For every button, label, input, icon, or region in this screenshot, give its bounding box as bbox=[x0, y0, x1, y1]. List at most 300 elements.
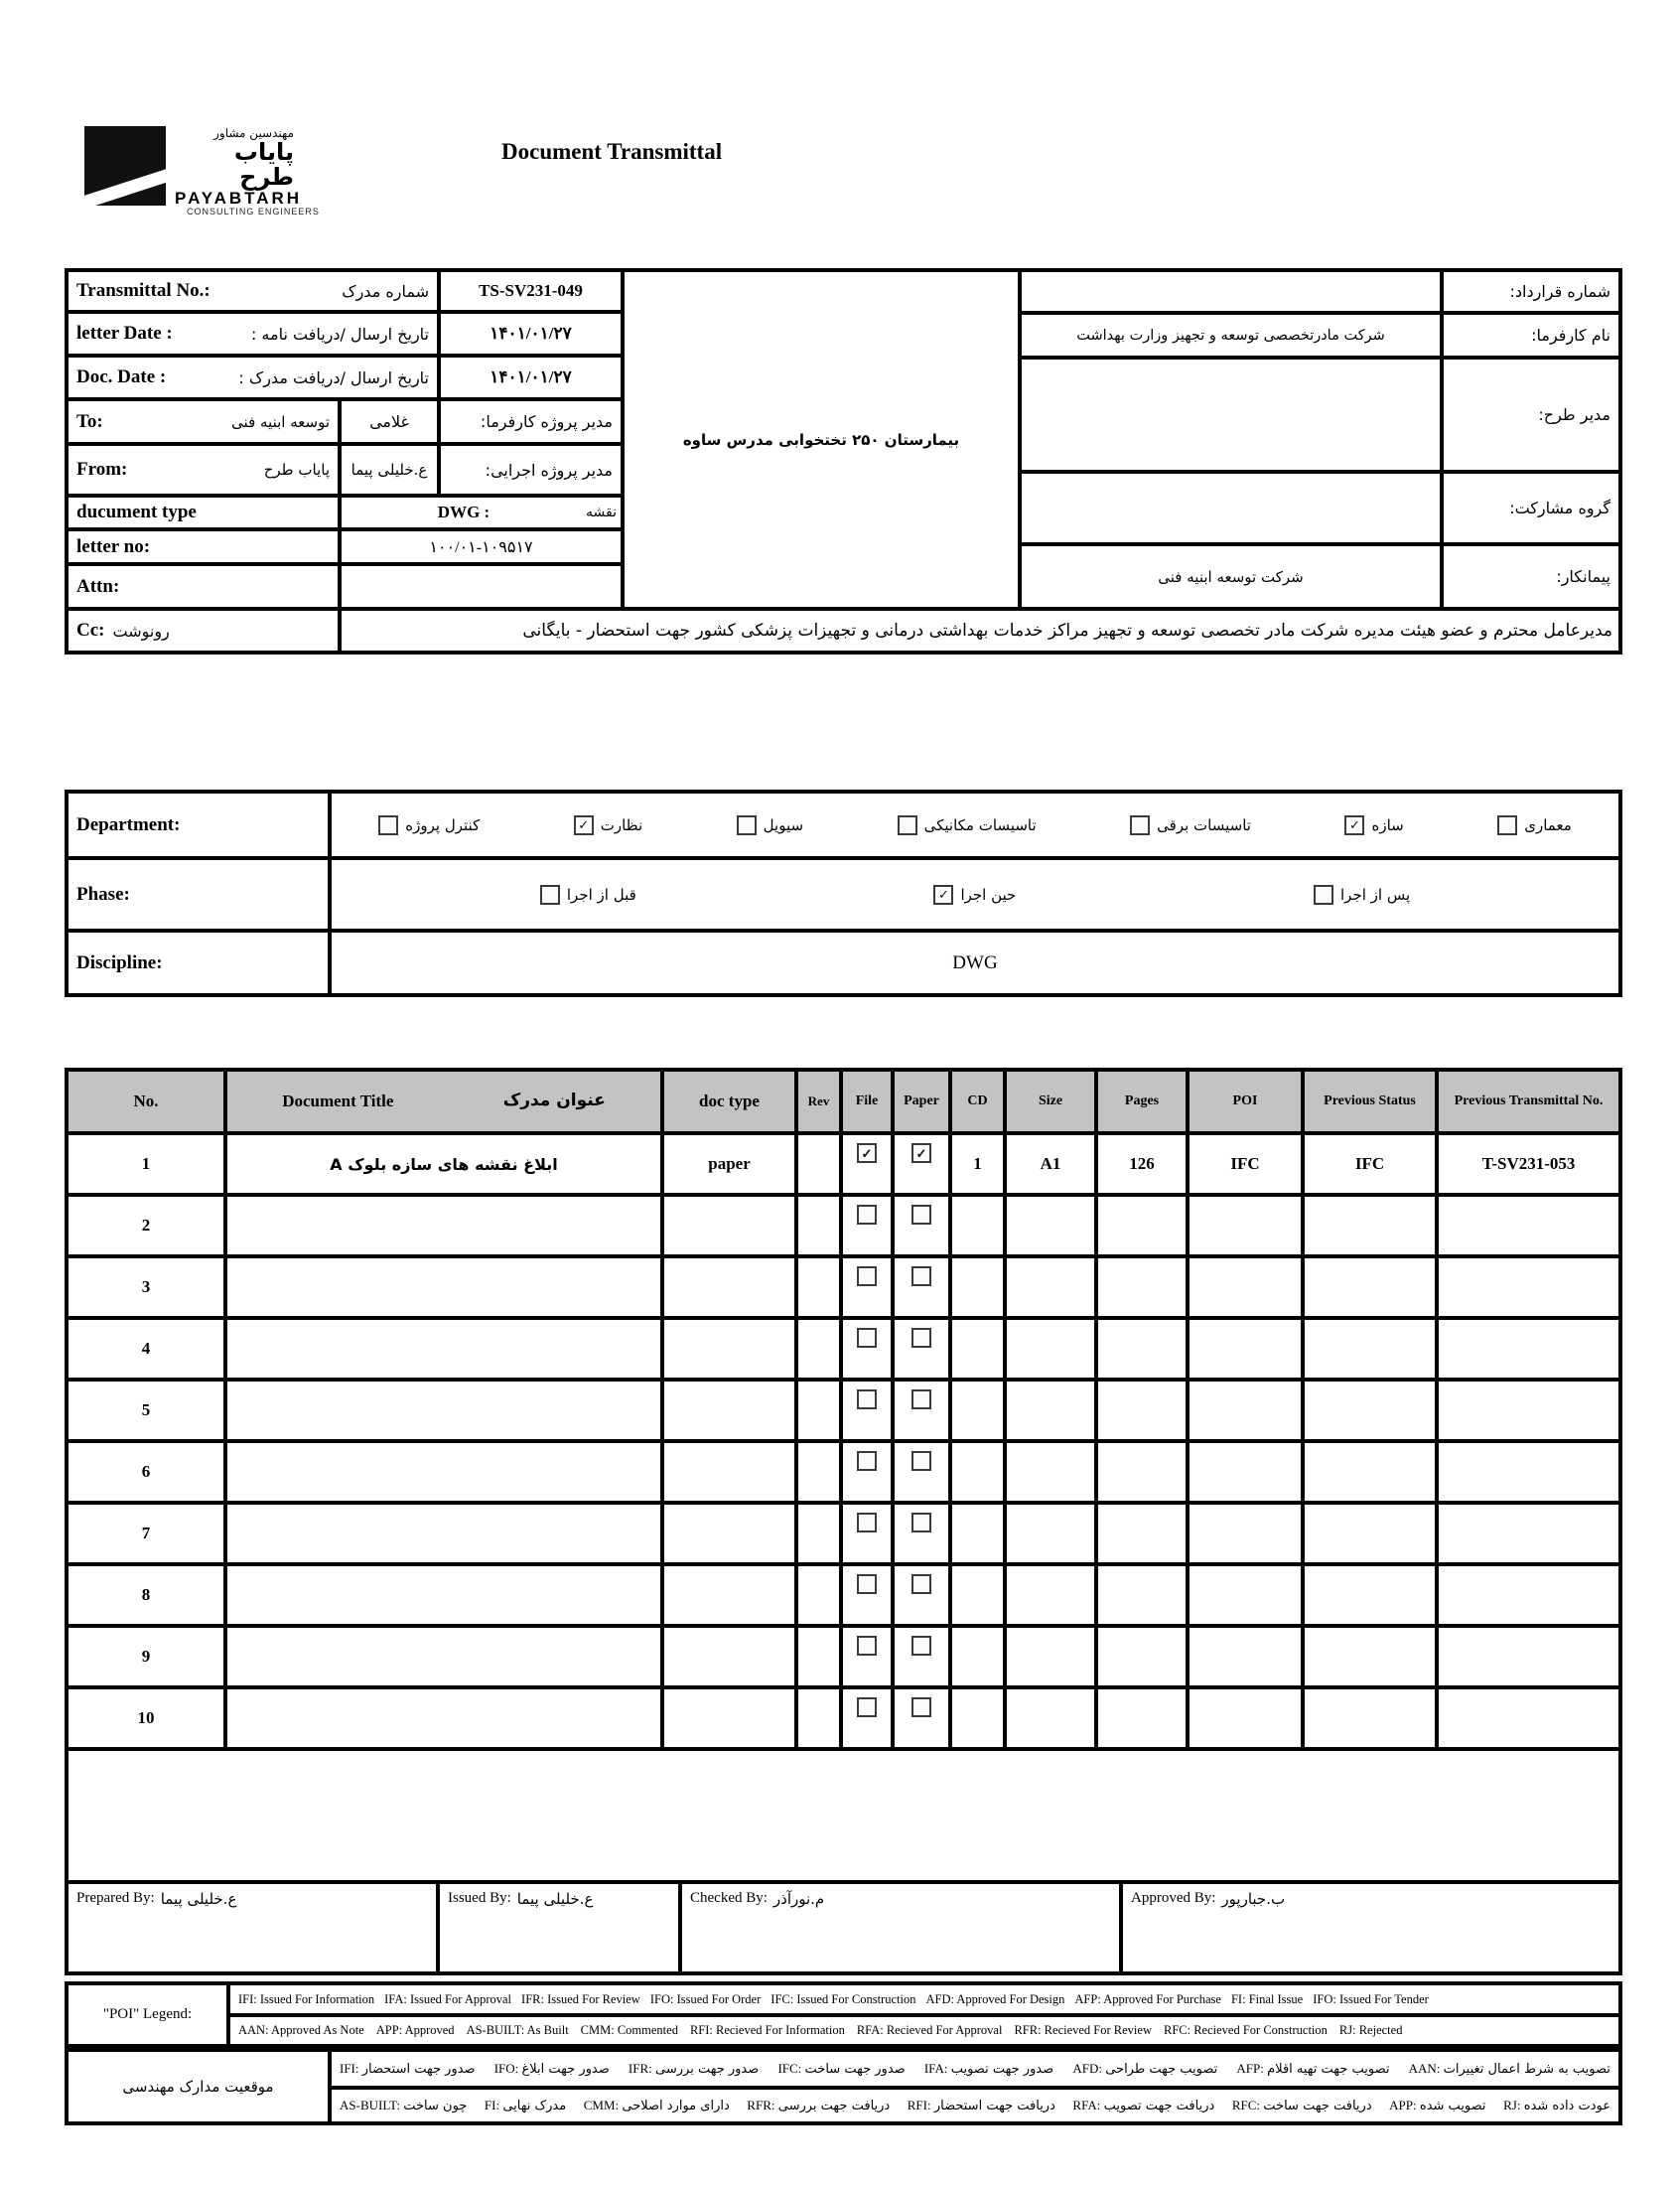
department-checkbox[interactable] bbox=[1130, 815, 1150, 835]
status-fa: تصویب به شرط اعمال تغییرات bbox=[1443, 2062, 1610, 2077]
row-title bbox=[225, 1256, 662, 1318]
transmittal-no-label-cell bbox=[67, 270, 439, 312]
row-cd bbox=[950, 1195, 1005, 1256]
row-rev bbox=[796, 1687, 841, 1749]
status-legend-item bbox=[777, 2061, 905, 2077]
partnership-label: گروه مشارکت: bbox=[1509, 499, 1610, 517]
paper-checkbox[interactable] bbox=[911, 1266, 931, 1286]
department-option bbox=[574, 815, 642, 835]
row-title bbox=[225, 1626, 662, 1687]
phase-checkbox-group bbox=[332, 885, 1618, 905]
row-file-cell bbox=[841, 1441, 893, 1503]
doctype-value-cell bbox=[340, 496, 623, 529]
status-code: AFD: bbox=[1072, 2061, 1106, 2076]
status-legend-label-cell bbox=[67, 2050, 330, 2123]
row-size bbox=[1005, 1318, 1096, 1380]
col-header-doctype: doc type bbox=[662, 1070, 796, 1133]
row-file-cell bbox=[841, 1195, 893, 1256]
status-legend-item bbox=[1389, 2098, 1485, 2113]
poi-legend-item: RFI: Recieved For Information bbox=[689, 2023, 845, 2037]
phase-checkbox[interactable]: ✓ bbox=[933, 885, 953, 905]
row-prev-transmittal bbox=[1437, 1564, 1620, 1626]
poi-legend-item: RFR: Recieved For Review bbox=[1014, 2023, 1152, 2037]
contractor-value-cell bbox=[1020, 544, 1442, 609]
department-option-label: سازه bbox=[1371, 815, 1404, 834]
row-prev-transmittal bbox=[1437, 1380, 1620, 1441]
status-code: IFA: bbox=[923, 2061, 951, 2076]
row-prev-status bbox=[1303, 1564, 1437, 1626]
status-legend-item bbox=[340, 2098, 467, 2113]
doc-date-label-en: Doc. Date : bbox=[76, 366, 167, 387]
row-cd bbox=[950, 1503, 1005, 1564]
status-legend-item bbox=[584, 2098, 730, 2113]
table-row bbox=[67, 1687, 1620, 1749]
document-list-table bbox=[65, 1068, 1622, 1975]
row-pages bbox=[1096, 1564, 1188, 1626]
status-fa: دارای موارد اصلاحی bbox=[622, 2099, 730, 2113]
department-option bbox=[898, 815, 1037, 835]
row-size bbox=[1005, 1380, 1096, 1441]
document-table-header bbox=[67, 1070, 1620, 1133]
from-person-cell bbox=[340, 444, 439, 496]
row-doctype bbox=[662, 1195, 796, 1256]
row-title bbox=[225, 1687, 662, 1749]
row-prev-transmittal bbox=[1437, 1318, 1620, 1380]
file-checkbox[interactable] bbox=[857, 1636, 877, 1656]
table-row bbox=[67, 1380, 1620, 1441]
department-option bbox=[1344, 815, 1403, 835]
from-cell bbox=[67, 444, 340, 496]
approved-by-label: Approved By: bbox=[1131, 1890, 1216, 1906]
poi-legend-table bbox=[65, 1981, 1622, 2048]
phase-option-label: قبل از اجرا bbox=[566, 885, 636, 904]
classification-table bbox=[65, 790, 1622, 997]
row-poi: IFC bbox=[1188, 1133, 1303, 1195]
row-size bbox=[1005, 1441, 1096, 1503]
row-poi bbox=[1188, 1256, 1303, 1318]
prepared-by-label: Prepared By: bbox=[76, 1890, 155, 1906]
status-code: APP: bbox=[1389, 2098, 1420, 2112]
row-cd bbox=[950, 1687, 1005, 1749]
status-legend-line-1 bbox=[330, 2050, 1620, 2088]
prepared-by-cell bbox=[67, 1882, 438, 1973]
row-file-cell bbox=[841, 1687, 893, 1749]
row-paper-cell bbox=[893, 1380, 950, 1441]
letterno-label: letter no: bbox=[76, 535, 151, 557]
col-header-size: Size bbox=[1005, 1070, 1096, 1133]
row-no: 7 bbox=[67, 1503, 225, 1564]
status-fa: صدور جهت ساخت bbox=[804, 2062, 906, 2077]
col-header-title-en: Document Title bbox=[282, 1092, 394, 1111]
checked-by-name: م.نورآذر bbox=[772, 1890, 825, 1908]
table-row bbox=[67, 1318, 1620, 1380]
status-legend-line-2 bbox=[330, 2088, 1620, 2123]
department-checkbox[interactable]: ✓ bbox=[574, 815, 594, 835]
signature-row bbox=[67, 1882, 1620, 1973]
row-prev-transmittal bbox=[1437, 1195, 1620, 1256]
department-option-label: تاسیسات مکانیکی bbox=[923, 815, 1037, 834]
status-code: IFC: bbox=[777, 2061, 805, 2076]
cc-label-fa: رونوشت bbox=[112, 621, 170, 641]
attn-label-cell bbox=[67, 564, 340, 609]
col-header-title-fa: عنوان مدرک bbox=[502, 1091, 606, 1111]
table-row bbox=[67, 1256, 1620, 1318]
status-code: AS-BUILT: bbox=[340, 2098, 404, 2112]
status-code: RFA: bbox=[1072, 2098, 1104, 2112]
from-role-cell bbox=[439, 444, 623, 496]
row-paper-cell bbox=[893, 1133, 950, 1195]
row-rev bbox=[796, 1195, 841, 1256]
paper-checkbox[interactable] bbox=[911, 1697, 931, 1717]
poi-legend-item: IFR: Issued For Review bbox=[521, 1991, 640, 2006]
row-prev-transmittal bbox=[1437, 1687, 1620, 1749]
contractor-label-cell bbox=[1442, 544, 1620, 609]
poi-legend-item: FI: Final Issue bbox=[1230, 1991, 1304, 2006]
paper-checkbox[interactable]: ✓ bbox=[911, 1143, 931, 1163]
phase-checkbox[interactable] bbox=[540, 885, 560, 905]
row-pages bbox=[1096, 1503, 1188, 1564]
letterno-value: ۱۰۰/۰۱-۱۰۹۵۱۷ bbox=[429, 538, 533, 556]
row-doctype bbox=[662, 1441, 796, 1503]
logo-en-subtitle: CONSULTING ENGINEERS bbox=[187, 206, 320, 217]
poi-legend-item: IFA: Issued For Approval bbox=[384, 1991, 512, 2006]
doc-date-value: ۱۴۰۱/۰۱/۲۷ bbox=[439, 356, 623, 399]
cc-label-en: Cc: bbox=[76, 620, 105, 641]
col-header-title bbox=[225, 1070, 662, 1133]
file-checkbox[interactable] bbox=[857, 1389, 877, 1409]
poi-legend-item: AFP: Approved For Purchase bbox=[1074, 1991, 1221, 2006]
to-role: مدیر پروژه کارفرما: bbox=[480, 412, 613, 431]
client-label: نام کارفرما: bbox=[1531, 326, 1610, 345]
design-manager-label: مدیر طرح: bbox=[1538, 405, 1610, 424]
letter-date-label-en: letter Date : bbox=[76, 323, 173, 344]
discipline-label: Discipline: bbox=[76, 951, 163, 973]
poi-legend-item: IFC: Issued For Construction bbox=[770, 1991, 916, 2006]
row-no: 5 bbox=[67, 1380, 225, 1441]
project-name-cell bbox=[623, 270, 1020, 609]
design-manager-label-cell bbox=[1442, 358, 1620, 472]
department-option bbox=[737, 815, 803, 835]
row-file-cell bbox=[841, 1564, 893, 1626]
row-rev bbox=[796, 1133, 841, 1195]
poi-legend-label-cell bbox=[67, 1983, 228, 2046]
contractor-value: شرکت توسعه ابنیه فنی bbox=[1158, 567, 1304, 586]
row-prev-status bbox=[1303, 1380, 1437, 1441]
status-legend-item bbox=[485, 2098, 566, 2113]
row-no: 4 bbox=[67, 1318, 225, 1380]
poi-legend-item: AS-BUILT: As Built bbox=[466, 2023, 569, 2037]
table-row bbox=[67, 1626, 1620, 1687]
department-option bbox=[1497, 815, 1572, 835]
row-file-cell bbox=[841, 1626, 893, 1687]
status-fa: دریافت جهت استحضار bbox=[933, 2099, 1055, 2113]
doctype-label-cell bbox=[67, 496, 340, 529]
status-code: AAN: bbox=[1408, 2061, 1444, 2076]
row-prev-status bbox=[1303, 1441, 1437, 1503]
department-checkbox[interactable] bbox=[898, 815, 917, 835]
approved-by-cell bbox=[1121, 1882, 1620, 1973]
table-row bbox=[67, 1133, 1620, 1195]
status-code: IFI: bbox=[340, 2061, 362, 2076]
paper-checkbox[interactable] bbox=[911, 1636, 931, 1656]
row-doctype: paper bbox=[662, 1133, 796, 1195]
company-logo bbox=[84, 126, 166, 206]
col-header-rev: Rev bbox=[796, 1070, 841, 1133]
row-doctype bbox=[662, 1503, 796, 1564]
row-prev-status bbox=[1303, 1503, 1437, 1564]
row-title bbox=[225, 1564, 662, 1626]
letterno-label-cell bbox=[67, 529, 340, 564]
cc-value: مدیرعامل محترم و عضو هیئت مدیره شرکت مادر تخصصی توسعه و تجهیز مراکز خدمات بهداشتی درمانی و تجهیزات پزشکی کشور جهت استحضار - بایگانی bbox=[522, 621, 1612, 641]
row-pages bbox=[1096, 1626, 1188, 1687]
paper-checkbox[interactable] bbox=[911, 1574, 931, 1594]
status-code: AFP: bbox=[1236, 2061, 1268, 2076]
file-checkbox[interactable] bbox=[857, 1697, 877, 1717]
department-checkbox[interactable]: ✓ bbox=[1344, 815, 1364, 835]
col-header-paper: Paper bbox=[893, 1070, 950, 1133]
row-title bbox=[225, 1380, 662, 1441]
phase-label-cell bbox=[67, 858, 330, 931]
poi-legend-item: IFI: Issued For Information bbox=[238, 1991, 375, 2006]
row-prev-transmittal bbox=[1437, 1256, 1620, 1318]
checked-by-cell bbox=[680, 1882, 1121, 1973]
file-checkbox[interactable] bbox=[857, 1513, 877, 1532]
row-doctype bbox=[662, 1380, 796, 1441]
row-cd bbox=[950, 1318, 1005, 1380]
status-fa: صدور جهت ابلاغ bbox=[521, 2062, 610, 2077]
department-checkbox-group bbox=[332, 815, 1618, 835]
status-fa: دریافت جهت ساخت bbox=[1263, 2099, 1372, 2113]
row-rev bbox=[796, 1318, 841, 1380]
row-size bbox=[1005, 1256, 1096, 1318]
row-prev-status bbox=[1303, 1318, 1437, 1380]
row-pages bbox=[1096, 1195, 1188, 1256]
to-person-cell bbox=[340, 399, 439, 444]
discipline-label-cell bbox=[67, 931, 330, 995]
status-code: RFC: bbox=[1231, 2098, 1264, 2112]
contractor-label: پیمانکار: bbox=[1556, 567, 1610, 586]
poi-legend-item: RJ: Rejected bbox=[1338, 2023, 1403, 2037]
row-title bbox=[225, 1503, 662, 1564]
paper-checkbox[interactable] bbox=[911, 1451, 931, 1471]
status-code: RFR: bbox=[747, 2098, 778, 2112]
phase-checkbox[interactable] bbox=[1314, 885, 1333, 905]
approved-by-name: ب.جبارپور bbox=[1221, 1890, 1286, 1908]
client-value: شرکت مادرتخصصی توسعه و تجهیز وزارت بهداشت bbox=[1076, 327, 1385, 344]
department-checkbox[interactable] bbox=[378, 815, 398, 835]
row-file-cell bbox=[841, 1318, 893, 1380]
from-person: ع.خلیلی پیما bbox=[350, 461, 428, 479]
phase-label: Phase: bbox=[76, 883, 130, 905]
attn-value-cell bbox=[340, 564, 623, 609]
row-doctype bbox=[662, 1626, 796, 1687]
paper-checkbox[interactable] bbox=[911, 1328, 931, 1348]
department-option bbox=[1130, 815, 1251, 835]
row-rev bbox=[796, 1441, 841, 1503]
status-fa: صدور جهت تصویب bbox=[950, 2062, 1054, 2077]
status-code: IFO: bbox=[493, 2061, 522, 2076]
document-table-body bbox=[67, 1133, 1620, 1749]
logo-en-name: PAYABTARH bbox=[175, 188, 303, 208]
row-prev-status: IFC bbox=[1303, 1133, 1437, 1195]
poi-legend-item: AFD: Approved For Design bbox=[925, 1991, 1065, 2006]
row-size: A1 bbox=[1005, 1133, 1096, 1195]
status-fa: دریافت جهت بررسی bbox=[777, 2099, 891, 2113]
file-checkbox[interactable] bbox=[857, 1266, 877, 1286]
transmittal-no-value: TS-SV231-049 bbox=[439, 270, 623, 312]
issued-by-cell bbox=[438, 1882, 680, 1973]
client-value-cell bbox=[1020, 313, 1442, 358]
row-cd bbox=[950, 1564, 1005, 1626]
row-file-cell bbox=[841, 1133, 893, 1195]
contract-no-value-cell bbox=[1020, 270, 1442, 313]
status-fa: تصویب جهت تهیه اقلام bbox=[1267, 2062, 1390, 2077]
page-title: Document Transmittal bbox=[501, 139, 723, 164]
partnership-value-cell bbox=[1020, 472, 1442, 544]
info-table bbox=[65, 268, 1622, 655]
row-prev-transmittal bbox=[1437, 1626, 1620, 1687]
attn-label: Attn: bbox=[76, 575, 120, 597]
row-doctype bbox=[662, 1687, 796, 1749]
row-poi bbox=[1188, 1441, 1303, 1503]
row-title bbox=[225, 1195, 662, 1256]
checked-by-label: Checked By: bbox=[690, 1890, 768, 1906]
row-paper-cell bbox=[893, 1318, 950, 1380]
transmittal-no-label-en: Transmittal No.: bbox=[76, 280, 210, 301]
row-cd bbox=[950, 1380, 1005, 1441]
letter-date-value: ۱۴۰۱/۰۱/۲۷ bbox=[439, 312, 623, 356]
letterno-value-cell bbox=[340, 529, 623, 564]
row-prev-status bbox=[1303, 1256, 1437, 1318]
col-header-poi: POI bbox=[1188, 1070, 1303, 1133]
row-no: 8 bbox=[67, 1564, 225, 1626]
row-paper-cell bbox=[893, 1195, 950, 1256]
department-checkbox[interactable] bbox=[1497, 815, 1517, 835]
poi-legend-item: IFO: Issued For Tender bbox=[1313, 1991, 1429, 2006]
phase-option bbox=[933, 885, 1016, 905]
doctype-label: ducument type bbox=[76, 502, 197, 522]
status-code: IFR: bbox=[628, 2061, 656, 2076]
doctype-value: DWG : bbox=[437, 503, 490, 521]
paper-checkbox[interactable] bbox=[911, 1513, 931, 1532]
row-pages bbox=[1096, 1687, 1188, 1749]
status-code: CMM: bbox=[583, 2098, 623, 2112]
row-poi bbox=[1188, 1318, 1303, 1380]
letter-date-label-fa: تاریخ ارسال /دریافت نامه : bbox=[250, 324, 429, 344]
row-doctype bbox=[662, 1256, 796, 1318]
issued-by-name: ع.خلیلی پیما bbox=[516, 1890, 594, 1908]
row-pages bbox=[1096, 1256, 1188, 1318]
to-cell bbox=[67, 399, 340, 444]
phase-options-cell bbox=[330, 858, 1620, 931]
department-checkbox[interactable] bbox=[737, 815, 757, 835]
col-header-prev-transmittal: Previous Transmittal No. bbox=[1437, 1070, 1620, 1133]
status-fa: تصویب شده bbox=[1419, 2099, 1486, 2113]
transmittal-no-label-fa: شماره مدرک bbox=[342, 281, 429, 301]
row-no: 9 bbox=[67, 1626, 225, 1687]
row-prev-transmittal: T-SV231-053 bbox=[1437, 1133, 1620, 1195]
row-rev bbox=[796, 1380, 841, 1441]
client-label-cell bbox=[1442, 313, 1620, 358]
row-prev-status bbox=[1303, 1687, 1437, 1749]
row-poi bbox=[1188, 1564, 1303, 1626]
status-legend-item bbox=[340, 2061, 476, 2077]
row-no: 2 bbox=[67, 1195, 225, 1256]
row-paper-cell bbox=[893, 1626, 950, 1687]
contract-no-label-cell bbox=[1442, 270, 1620, 313]
file-checkbox[interactable] bbox=[857, 1205, 877, 1225]
row-size bbox=[1005, 1687, 1096, 1749]
department-option-label: کنترل پروژه bbox=[405, 815, 481, 834]
letter-date-label-cell bbox=[67, 312, 439, 356]
table-row bbox=[67, 1441, 1620, 1503]
department-options-cell bbox=[330, 792, 1620, 858]
status-code: RJ: bbox=[1503, 2098, 1524, 2112]
to-role-cell bbox=[439, 399, 623, 444]
status-fa: عودت داده شده bbox=[1523, 2099, 1610, 2113]
row-file-cell bbox=[841, 1380, 893, 1441]
paper-checkbox[interactable] bbox=[911, 1389, 931, 1409]
status-legend-item bbox=[924, 2061, 1053, 2077]
row-pages bbox=[1096, 1318, 1188, 1380]
remarks-empty-cell bbox=[67, 1749, 1620, 1882]
status-fa: تصویب جهت طراحی bbox=[1105, 2062, 1218, 2077]
row-size bbox=[1005, 1626, 1096, 1687]
phase-option bbox=[540, 885, 636, 905]
issued-by-label: Issued By: bbox=[448, 1890, 511, 1906]
row-rev bbox=[796, 1564, 841, 1626]
logo-text-block bbox=[175, 127, 324, 217]
table-row bbox=[67, 1195, 1620, 1256]
table-row bbox=[67, 1564, 1620, 1626]
status-code: FI: bbox=[484, 2098, 503, 2112]
row-doctype bbox=[662, 1318, 796, 1380]
row-prev-status bbox=[1303, 1626, 1437, 1687]
row-poi bbox=[1188, 1195, 1303, 1256]
file-checkbox[interactable] bbox=[857, 1328, 877, 1348]
status-legend-item bbox=[1232, 2098, 1372, 2113]
row-rev bbox=[796, 1626, 841, 1687]
poi-legend-item: AAN: Approved As Note bbox=[238, 2023, 364, 2037]
to-person: غلامی bbox=[369, 412, 409, 431]
file-checkbox[interactable]: ✓ bbox=[857, 1143, 877, 1163]
poi-legend-item: CMM: Commented bbox=[580, 2023, 678, 2037]
row-doctype bbox=[662, 1564, 796, 1626]
status-fa: چون ساخت bbox=[403, 2099, 468, 2113]
row-size bbox=[1005, 1503, 1096, 1564]
row-paper-cell bbox=[893, 1564, 950, 1626]
row-file-cell bbox=[841, 1256, 893, 1318]
file-checkbox[interactable] bbox=[857, 1451, 877, 1471]
department-option-label: سیویل bbox=[763, 815, 804, 834]
row-poi bbox=[1188, 1380, 1303, 1441]
status-legend-item bbox=[1409, 2061, 1610, 2077]
cc-value-cell bbox=[340, 609, 1620, 653]
row-no: 1 bbox=[67, 1133, 225, 1195]
status-legend-item bbox=[908, 2098, 1055, 2113]
poi-legend-item: RFC: Recieved For Construction bbox=[1163, 2023, 1328, 2037]
department-option bbox=[378, 815, 480, 835]
paper-checkbox[interactable] bbox=[911, 1205, 931, 1225]
row-no: 6 bbox=[67, 1441, 225, 1503]
doctype-fa: نقشه bbox=[586, 505, 617, 520]
row-cd: 1 bbox=[950, 1133, 1005, 1195]
row-prev-transmittal bbox=[1437, 1441, 1620, 1503]
file-checkbox[interactable] bbox=[857, 1574, 877, 1594]
row-cd bbox=[950, 1441, 1005, 1503]
poi-legend-item: RFA: Recieved For Approval bbox=[856, 2023, 1003, 2037]
row-poi bbox=[1188, 1503, 1303, 1564]
